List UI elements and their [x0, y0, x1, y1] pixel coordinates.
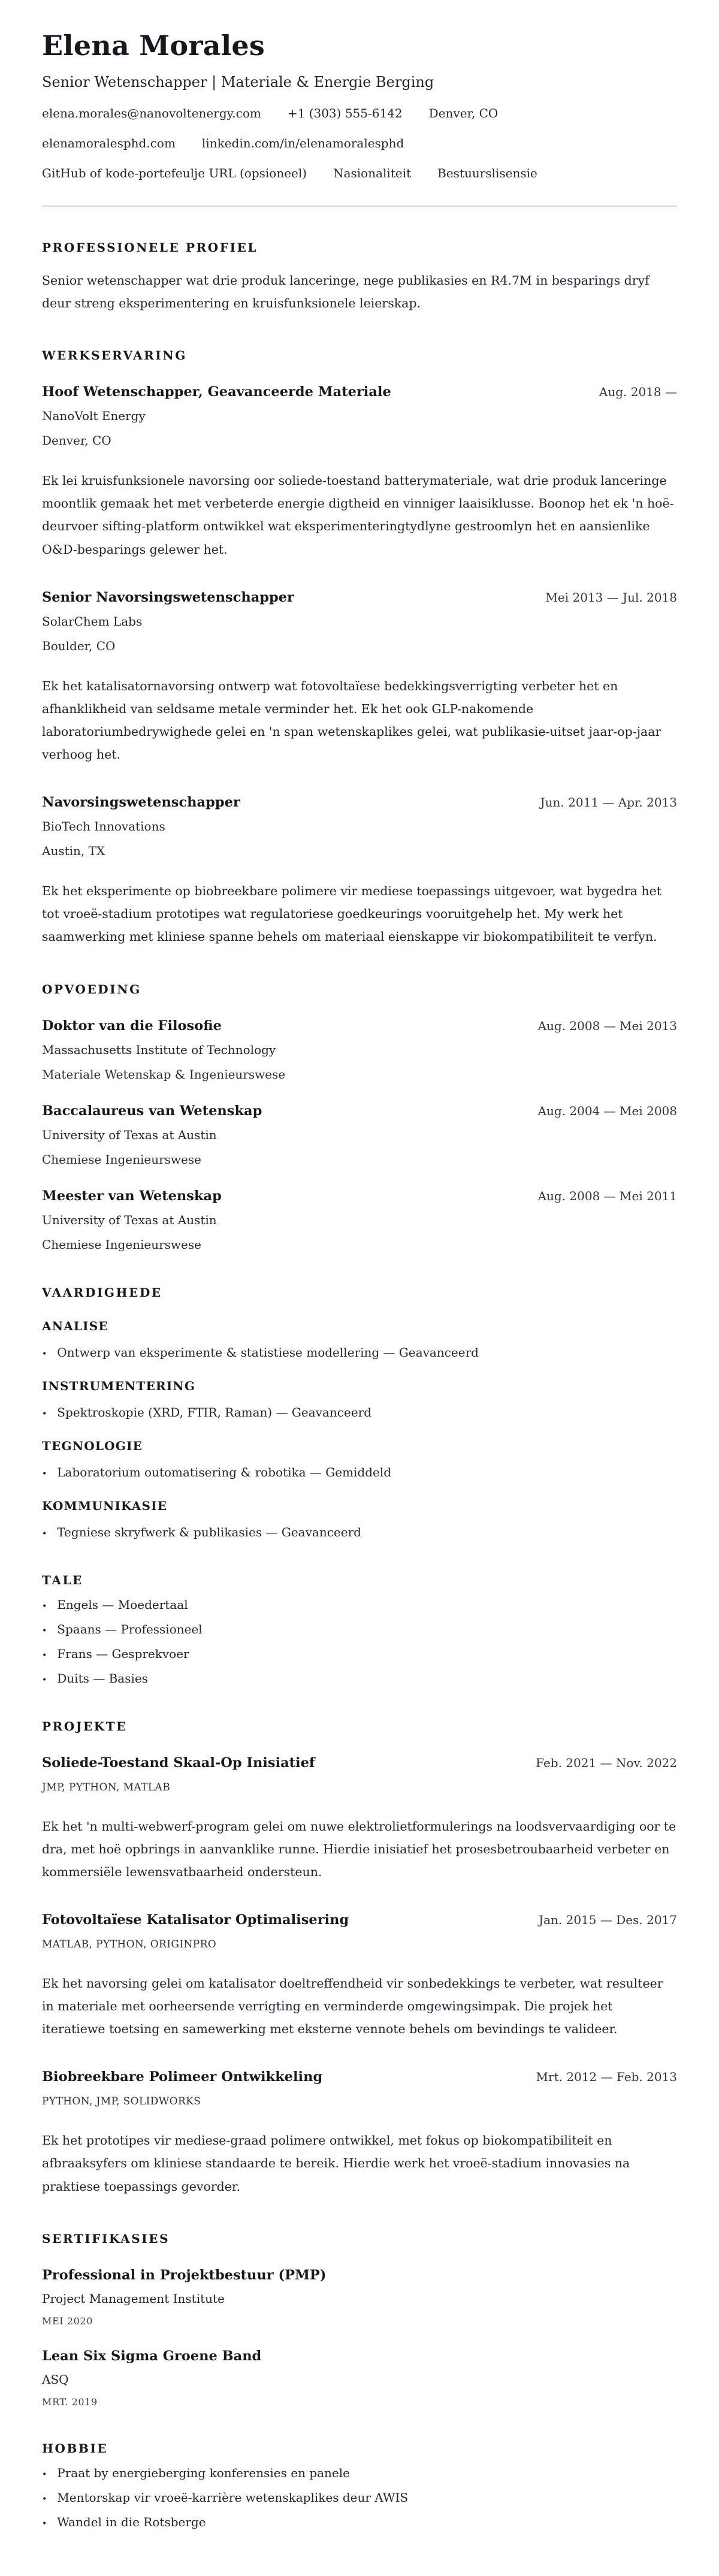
degree-dates: Aug. 2004 — Mei 2008 [537, 1103, 677, 1118]
job-entry-head [42, 590, 677, 605]
project-title: Biobreekbare Polimeer Ontwikkeling [42, 2069, 323, 2085]
section-heading-experience: WERKSERVARING [42, 348, 187, 363]
bullet-icon: • [42, 1626, 47, 1636]
section-heading-skills: VAARDIGHEDE [42, 1285, 162, 1300]
bullet-icon: • [42, 1675, 47, 1685]
contact-row-1 [42, 106, 677, 120]
project-dates: Jan. 2015 — Des. 2017 [539, 1912, 677, 1927]
language-item [42, 1622, 677, 1636]
project-stack: JMP, PYTHON, MATLAB [42, 1781, 171, 1793]
skill-item-label: Spektroskopie (XRD, FTIR, Raman) — Geavanceerd [57, 1405, 372, 1420]
hobby-item [42, 2490, 677, 2505]
hobby-item [42, 2515, 677, 2529]
degree-school: Massachusetts Institute of Technology [42, 1042, 276, 1057]
certification-org: ASQ [42, 2372, 69, 2387]
education-entry-head [42, 1103, 677, 1119]
bullet-icon: • [42, 1349, 47, 1359]
header-divider [42, 206, 677, 207]
education-entry [42, 1188, 677, 1252]
project-title: Soliede-Toestand Skaal-Op Inisiatief [42, 1754, 315, 1771]
project-entry-head [42, 1912, 677, 1928]
education-entry [42, 1103, 677, 1167]
hobby-item-label: Wandel in die Rotsberge [57, 2514, 206, 2529]
education-entry [42, 1018, 677, 1082]
job-title: Senior Navorsingswetenschapper [42, 589, 294, 605]
job-title: Hoof Wetenschapper, Geavanceerde Materiale [42, 384, 391, 400]
degree-dates: Aug. 2008 — Mei 2011 [537, 1188, 677, 1203]
skill-category-name: ANALISE [42, 1318, 108, 1333]
education-entry-head [42, 1188, 677, 1204]
section-projects [42, 1719, 677, 2198]
section-heading-certifications: SERTIFIKASIES [42, 2231, 170, 2246]
candidate-title: Senior Wetenschapper | Materiale & Energie Berging [42, 73, 434, 90]
contact-driving-license-placeholder: Bestuurslisensie [437, 165, 537, 180]
job-entry [42, 590, 677, 766]
contact-phone: +1 (303) 555-6142 [287, 105, 403, 120]
job-company: BioTech Innovations [42, 819, 165, 834]
job-dates: Jun. 2011 — Apr. 2013 [540, 795, 677, 810]
project-entry-head [42, 2069, 677, 2085]
bullet-icon: • [42, 1529, 47, 1539]
bullet-icon: • [42, 1409, 47, 1419]
skill-category-name: INSTRUMENTERING [42, 1378, 196, 1393]
hobby-item [42, 2466, 677, 2480]
contact-location: Denver, CO [428, 105, 499, 120]
contact-row-3 [42, 166, 677, 180]
section-heading-hobbies: HOBBIE [42, 2441, 108, 2456]
language-item [42, 1647, 677, 1661]
project-stack: PYTHON, JMP, SOLIDWORKS [42, 2095, 201, 2108]
project-description: Ek het prototipes vir mediese-graad polimere ontwikkel, met fokus op biokompatibiliteit en afbraaksyfers om kliniese standaarde te bereik. Hierdie werk het vroeë-stadium innovasies na praktiese toepassings gevorder. [42, 2133, 630, 2194]
hobby-item-label: Praat by energieberging konferensies en panele [57, 2465, 350, 2480]
job-entry-head [42, 384, 677, 400]
job-entry [42, 795, 677, 948]
project-description: Ek het navorsing gelei om katalisator doeltreffendheid vir sonbedekkings te verbeter, wat resulteer in materiale met oorheersende verrigting en verminderde omgewingsimpak. Die projek het iteratiewe toetsing en samewerking met eksterne vennote behels om bevindings te valideer. [42, 1976, 663, 2037]
skill-item-label: Ontwerp van eksperimente & statistiese modellering — Geavanceerd [57, 1345, 479, 1360]
contact-linkedin: linkedin.com/in/elenamoralesphd [201, 135, 404, 150]
project-entry [42, 2069, 677, 2197]
job-description: Ek het eksperimente op biobreekbare polimere vir mediese toepassings uitgevoer, wat bygedra het tot vroeë-stadium prototipes wat regulatoriese goedkeurings vooruitgehelp het. My werk het saamwerking met kliniese spanne behels om materiaal eienskappe vir biokompatibiliteit te verfyn. [42, 884, 661, 944]
project-dates: Mrt. 2012 — Feb. 2013 [536, 2070, 677, 2085]
language-item [42, 1597, 677, 1612]
certification-org: Project Management Institute [42, 2291, 225, 2306]
degree-field: Chemiese Ingenieurswese [42, 1237, 201, 1252]
job-location: Denver, CO [42, 433, 111, 448]
bullet-icon: • [42, 2469, 47, 2480]
section-profile [42, 240, 677, 315]
skill-item [42, 1525, 677, 1539]
language-item-label: Spaans — Professioneel [57, 1621, 203, 1636]
resume-header [42, 30, 677, 180]
language-item-label: Engels — Moedertaal [57, 1597, 188, 1612]
bullet-icon: • [42, 2494, 47, 2504]
profile-text: Senior wetenschapper wat drie produk lanceringe, nege publikasies en R4.7M in besparings dryf deur streng eksperimentering en kruisfunksionele leierskap. [42, 273, 649, 311]
contact-github-placeholder: GitHub of kode-portefeulje URL (opsioneel) [42, 165, 307, 180]
job-dates: Aug. 2018 — [599, 385, 677, 400]
skill-category-name: TEGNOLOGIE [42, 1438, 143, 1453]
project-entry-head [42, 1755, 677, 1771]
skill-category [42, 1439, 677, 1479]
job-entry-head [42, 795, 677, 810]
job-description: Ek lei kruisfunksionele navorsing oor soliede-toestand batterymateriale, wat drie produk lanceringe moontlik gemaak het met verbeterde energie digtheid en vinniger laaisiklusse. Boonop het ek 'n hoë-deurvoer sifting-platform ontwikkel wat eksperimenteringtydlyne gestroomlyn het en aansienlike O&D-besparings gelewer het. [42, 473, 674, 557]
bullet-icon: • [42, 1601, 47, 1611]
project-stack: MATLAB, PYTHON, ORIGINPRO [42, 1938, 217, 1950]
certification-title: Professional in Projektbestuur (PMP) [42, 2267, 327, 2283]
skill-item-label: Tegniese skryfwerk & publikasies — Geavanceerd [57, 1524, 361, 1539]
section-education [42, 982, 677, 1252]
degree-title: Baccalaureus van Wetenskap [42, 1103, 262, 1119]
degree-school: University of Texas at Austin [42, 1212, 217, 1227]
job-location: Austin, TX [42, 844, 105, 859]
bullet-icon: • [42, 1469, 47, 1479]
education-entry-head [42, 1018, 677, 1034]
degree-dates: Aug. 2008 — Mei 2013 [537, 1018, 677, 1033]
contact-website: elenamoralesphd.com [42, 135, 176, 150]
section-heading-profile: PROFESSIONELE PROFIEL [42, 240, 258, 255]
language-item-label: Duits — Basies [57, 1671, 148, 1686]
degree-field: Materiale Wetenskap & Ingenieurswese [42, 1067, 286, 1082]
degree-field: Chemiese Ingenieurswese [42, 1152, 201, 1167]
skill-category [42, 1499, 677, 1539]
certification-date: MRT. 2019 [42, 2396, 98, 2408]
hobby-item-label: Mentorskap vir vroeë-karrière wetenskaplikes deur AWIS [57, 2490, 409, 2505]
project-entry [42, 1755, 677, 1883]
job-company: NanoVolt Energy [42, 409, 146, 424]
section-heading-projects: PROJEKTE [42, 1719, 128, 1734]
section-experience [42, 348, 677, 948]
section-certifications [42, 2231, 677, 2408]
project-title: Fotovoltaïese Katalisator Optimalisering [42, 1911, 349, 1928]
section-languages [42, 1573, 677, 1686]
bullet-icon: • [42, 1650, 47, 1660]
skill-item-label: Laboratorium outomatisering & robotika — Gemiddeld [57, 1464, 392, 1479]
certification-title: Lean Six Sigma Groene Band [42, 2348, 262, 2364]
language-list [42, 1597, 677, 1686]
hobby-list [42, 2466, 677, 2529]
project-dates: Feb. 2021 — Nov. 2022 [536, 1755, 677, 1770]
skill-item [42, 1405, 677, 1420]
project-description: Ek het 'n multi-webwerf-program gelei om nuwe elektrolietformulerings na loodsvervaardiging oor te dra, met hoë opbrings in aanvanklike runne. Hierdie inisiatief het prosesbetroubaarheid verbeter en kommersiële lewensvatbaarheid ondersteun. [42, 1819, 676, 1879]
section-heading-languages: TALE [42, 1572, 84, 1587]
job-location: Boulder, CO [42, 638, 116, 653]
section-skills [42, 1285, 677, 1539]
degree-title: Doktor van die Filosofie [42, 1017, 222, 1034]
bullet-icon: • [42, 2518, 47, 2529]
contact-nationality-placeholder: Nasionaliteit [333, 165, 412, 180]
skill-category [42, 1379, 677, 1420]
skill-category-name: KOMMUNIKASIE [42, 1498, 168, 1513]
degree-title: Meester van Wetenskap [42, 1188, 222, 1204]
language-item [42, 1671, 677, 1686]
job-title: Navorsingswetenschapper [42, 795, 240, 811]
certification-entry [42, 2348, 677, 2408]
skill-category [42, 1319, 677, 1360]
contact-row-2 [42, 136, 677, 150]
certification-entry [42, 2267, 677, 2327]
project-entry [42, 1912, 677, 2040]
skill-item [42, 1345, 677, 1360]
job-entry [42, 384, 677, 561]
skill-item [42, 1465, 677, 1479]
degree-school: University of Texas at Austin [42, 1127, 217, 1142]
job-dates: Mei 2013 — Jul. 2018 [545, 590, 677, 605]
job-company: SolarChem Labs [42, 614, 143, 629]
section-heading-education: OPVOEDING [42, 982, 141, 996]
certification-date: MEI 2020 [42, 2315, 93, 2327]
section-hobbies [42, 2441, 677, 2529]
job-description: Ek het katalisatornavorsing ontwerp wat fotovoltaïese bedekkingsverrigting verbeter het en afhanklikheid van seldsame metale verminder het. Ek het ook GLP-nakomende laboratoriumbedrywighede gelei en 'n span wetenskaplikes gelei, wat publikasie-uitset jaar-op-jaar verhoog het. [42, 678, 661, 762]
candidate-name: Elena Morales [42, 29, 265, 62]
contact-email: elena.morales@nanovoltenergy.com [42, 105, 261, 120]
language-item-label: Frans — Gesprekvoer [57, 1646, 189, 1661]
